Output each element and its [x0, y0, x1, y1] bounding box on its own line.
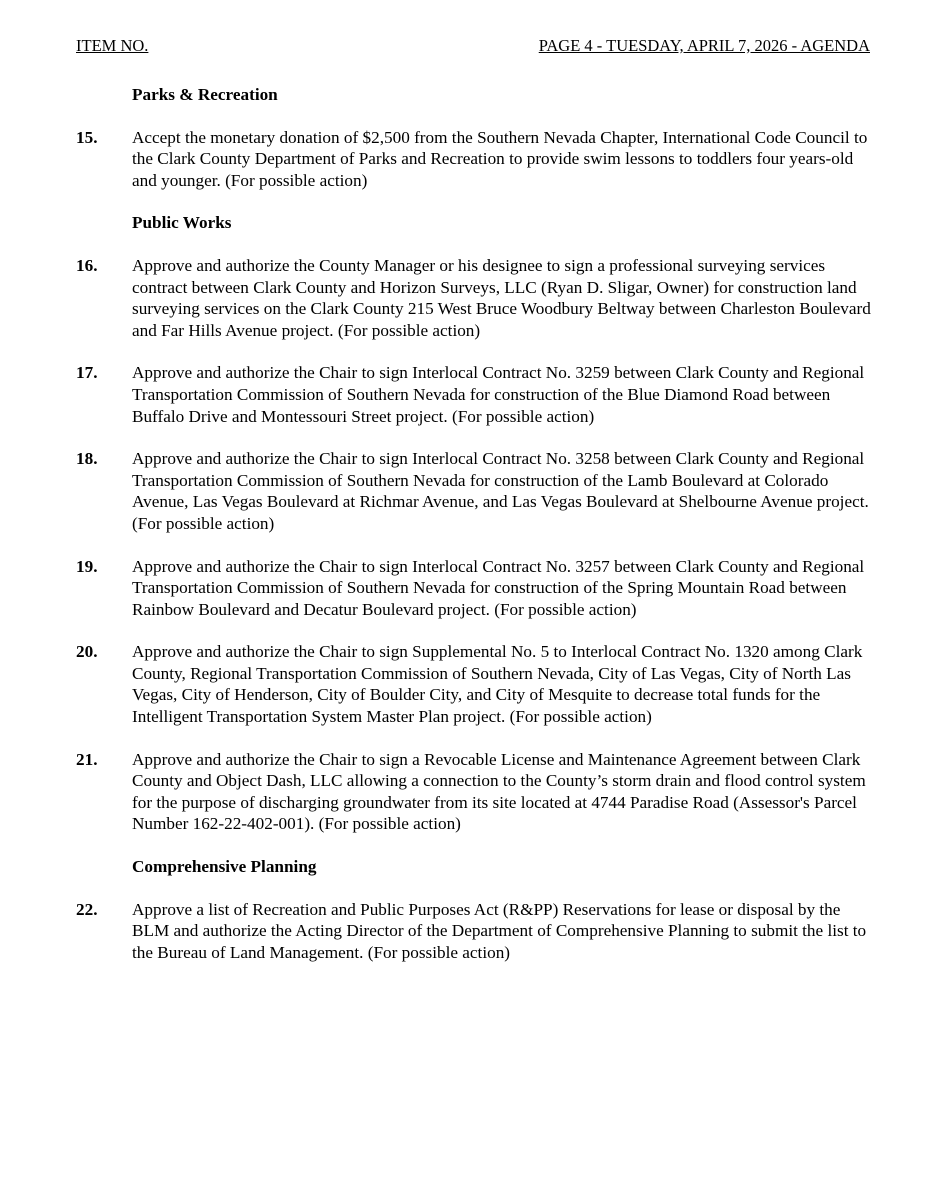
item-number: 22.: [76, 899, 98, 919]
page-date-label: PAGE 4 - TUESDAY, APRIL 7, 2026 - AGENDA: [538, 36, 870, 55]
item-number: 20.: [76, 642, 98, 662]
item-number: 16.: [76, 255, 98, 275]
section-heading-comprehensive-planning: Comprehensive Planning: [132, 857, 317, 877]
agenda-item-16: [76, 255, 876, 341]
agenda-item-21: [76, 749, 876, 835]
page-header: [76, 36, 870, 58]
section-heading-parks-recreation: Parks & Recreation: [132, 85, 278, 104]
item-no-label: ITEM NO.: [76, 36, 149, 55]
item-text: Approve and authorize the Chair to sign Interlocal Contract No. 3257 between Clark County and Regional Transportation Commission of Southern Nevada for construction of the Spring Mountain Road between Rainbow Boulevard and Decatur Boulevard project. (For possible action): [132, 556, 865, 619]
item-text: Approve and authorize the Chair to sign Interlocal Contract No. 3258 between Clark County and Regional Transportation Commission of Southern Nevada for construction of the Lamb Boulevard at Colorado Avenue, Las Vegas Boulevard at Richmar Avenue, and Las Vegas Boulevard at Shelbourne Avenue project. (For possible action): [132, 449, 869, 533]
agenda-item-20: [76, 641, 876, 727]
item-text: Approve a list of Recreation and Public Purposes Act (R&PP) Reservations for lease or disposal by the BLM and authorize the Acting Director of the Department of Comprehensive Planning to submit the list to the Bureau of Land Management. (For possible action): [132, 899, 867, 962]
item-text: Approve and authorize the Chair to sign Interlocal Contract No. 3259 between Clark County and Regional Transportation Commission of Southern Nevada for construction of the Blue Diamond Road between Buffalo Drive and Montessouri Street project. (For possible action): [132, 363, 865, 426]
section-heading-public-works: Public Works: [132, 213, 232, 233]
agenda-item-22: [76, 899, 876, 964]
item-number: 19.: [76, 556, 98, 576]
item-number: 17.: [76, 363, 98, 383]
item-text: Approve and authorize the Chair to sign Supplemental No. 5 to Interlocal Contract No. 1320 among Clark County, Regional Transportation Commission of Southern Nevada, City of Las Vegas, City of North Las Vegas, City of Henderson, City of Boulder City, and City of Mesquite to decrease total funds for the Intelligent Transportation System Master Plan project. (For possible action): [132, 642, 863, 727]
agenda-item-18: [76, 448, 876, 534]
agenda-item-17: [76, 362, 876, 427]
agenda-item-15: [76, 127, 876, 192]
item-number: 21.: [76, 749, 98, 769]
item-text: Accept the monetary donation of $2,500 from the Southern Nevada Chapter, International Code Council to the Clark County Department of Parks and Recreation to provide swim lessons to toddlers four years-old and younger. (For possible action): [132, 127, 868, 190]
agenda-item-19: [76, 556, 876, 621]
item-text: Approve and authorize the County Manager or his designee to sign a professional surveying services contract between Clark County and Horizon Surveys, LLC (Ryan D. Sligar, Owner) for construction land surveying services on the Clark County 215 West Bruce Woodbury Beltway between Charleston Boulevard and Far Hills Avenue project. (For possible action): [132, 255, 871, 340]
item-text: Approve and authorize the Chair to sign a Revocable License and Maintenance Agreement between Clark County and Object Dash, LLC allowing a connection to the County’s storm drain and flood control system for the purpose of discharging groundwater from its site located at 4744 Paradise Road (Assessor's Parcel Number 162-22-402-001). (For possible action): [132, 749, 866, 834]
agenda-content: [76, 84, 876, 984]
item-number: 15.: [76, 127, 98, 147]
item-number: 18.: [76, 449, 98, 469]
